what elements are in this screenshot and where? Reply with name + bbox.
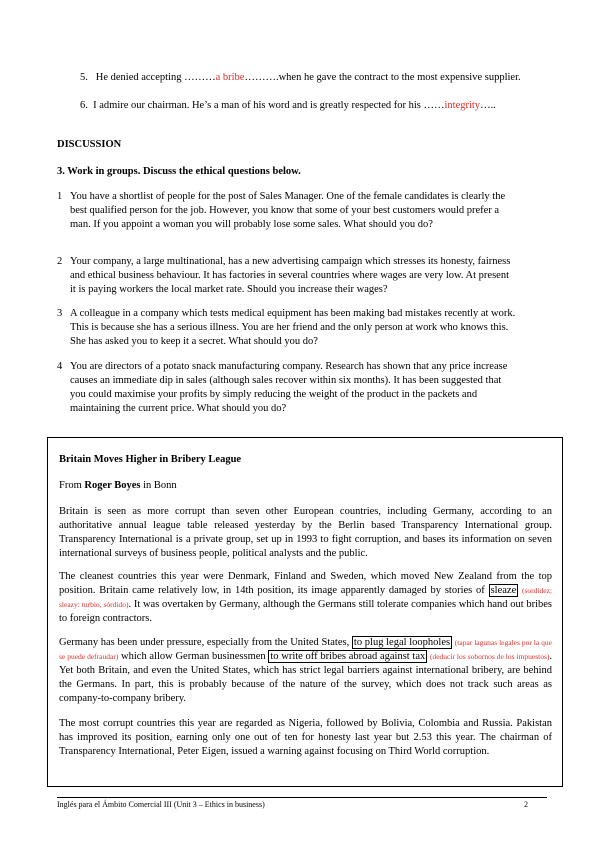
article-paragraph-4: The most corrupt countries this year are regarded as Nigeria, followed by Bolivia, Colombia and Russia. Pakistan has improved its position, earning only one out of ten for honesty last year but 2.53 this year. The chairman of Transparency International, Peter Eigen, issued a warning against focusing on Third World corruption. [59, 718, 552, 757]
byline-place: in Bonn [143, 480, 177, 491]
item-number: 6. [80, 100, 88, 111]
item-text-after: ….. [480, 100, 496, 111]
discussion-question [57, 255, 517, 297]
discussion-question [57, 190, 517, 232]
question-text: You are directors of a potato snack manufacturing company. Research has shown that any price increase causes an immediate dip in sales (although sales recover within six months). It has been suggested that you could maximise your profits by simply reducing the weight of the product in the packets and maintaining the current price. What should you do? [70, 361, 508, 414]
paragraph-text: which allow German businessmen [121, 651, 266, 662]
item-text-before: I admire our chairman. He’s a man of his word and is greatly respected for his …… [93, 100, 445, 111]
item-answer: integrity [444, 100, 481, 111]
vocab-term-write-off: to write off bribes abroad against tax [270, 651, 426, 662]
footer-course: Inglés para el Ámbito Comercial III (Unit 3 – Ethics in business) [57, 800, 265, 809]
question-text: A colleague in a company which tests medical equipment has been making bad mistakes recently at work. This is because she has a serious illness. You are her friend and the only person at work who knows this. She has asked you to keep it a secret. What should you do? [70, 308, 516, 347]
vocab-gloss: (deducir los sobornos de los impuestos) [429, 652, 550, 661]
item-text-after: ……….when he gave the contract to the most expensive supplier. [244, 72, 521, 83]
question-number: 1 [57, 191, 63, 202]
discussion-question [57, 360, 517, 416]
article-paragraph-1: Britain is seen as more corrupt than seven other European countries, including Germany, according to an authoritative annual league table released yesterday by the Berlin based Transparency International group. Transparency International is a private group, set up in 1993 to fight corruption, and bases its information on seven international surveys of business people, political analysts and the public. [59, 506, 552, 559]
page-number: 2 [524, 800, 528, 809]
article-paragraph-2 [59, 570, 552, 626]
article-title: Britain Moves Higher in Bribery League [59, 454, 242, 465]
exercise-item-6 [80, 99, 560, 113]
footer-rule [57, 797, 547, 798]
paragraph-text: . Yet both Britain, and even the United States, which has strict legal barriers against international bribery, are behind the Germans. In part, this is probably because of the nature of the survey, which does not track such areas as company-to-company bribery. [59, 651, 553, 704]
byline-author: Roger Boyes [84, 480, 141, 491]
vocab-term-sleaze: sleaze [490, 585, 517, 596]
vocab-gloss: (sordidez; sleazy: turbio, sórdido) [59, 586, 553, 609]
discussion-instruction: 3. Work in groups. Discuss the ethical questions below. [57, 166, 301, 177]
exercise-item-5 [80, 71, 550, 85]
question-text: Your company, a large multinational, has a new advertising campaign which stresses its honesty, fairness and ethical business behaviour. It has factories in several countries where wages are very low. At present it is paying workers the local market rate. Should you increase their wages? [70, 256, 511, 295]
item-text-before: He denied accepting ……… [95, 72, 216, 83]
discussion-question [57, 307, 517, 349]
vocab-term-loopholes: to plug legal loopholes [353, 637, 451, 648]
item-answer: a bribe [215, 72, 245, 83]
paragraph-text: Germany has been under pressure, especially from the United States, [59, 637, 350, 648]
question-number: 2 [57, 256, 63, 267]
question-number: 3 [57, 308, 63, 319]
item-number: 5. [80, 72, 88, 83]
question-text: You have a shortlist of people for the post of Sales Manager. One of the female candidates is clearly the best qualified person for the job. However, you know that some of your best customers would prefer a man. If you appoint a woman you will probably lose some sales. What should you do? [70, 191, 506, 230]
byline-from: From [59, 480, 82, 491]
article-paragraph-3 [59, 636, 552, 706]
paragraph-text: . It was overtaken by Germany, although the Germans still tolerate companies which hand out bribes to foreign contractors. [59, 599, 552, 624]
discussion-heading: DISCUSSION [57, 139, 122, 150]
paragraph-text: The cleanest countries this year were Denmark, Finland and Sweden, which moved New Zealand from the top position. Britain came relatively low, in 14th position, its image apparently damaged by stories of [59, 571, 552, 596]
question-number: 4 [57, 361, 63, 372]
vocab-gloss: (tapar lagunas legales por la que se puede defraudar) [59, 638, 552, 661]
article-byline [59, 479, 552, 493]
